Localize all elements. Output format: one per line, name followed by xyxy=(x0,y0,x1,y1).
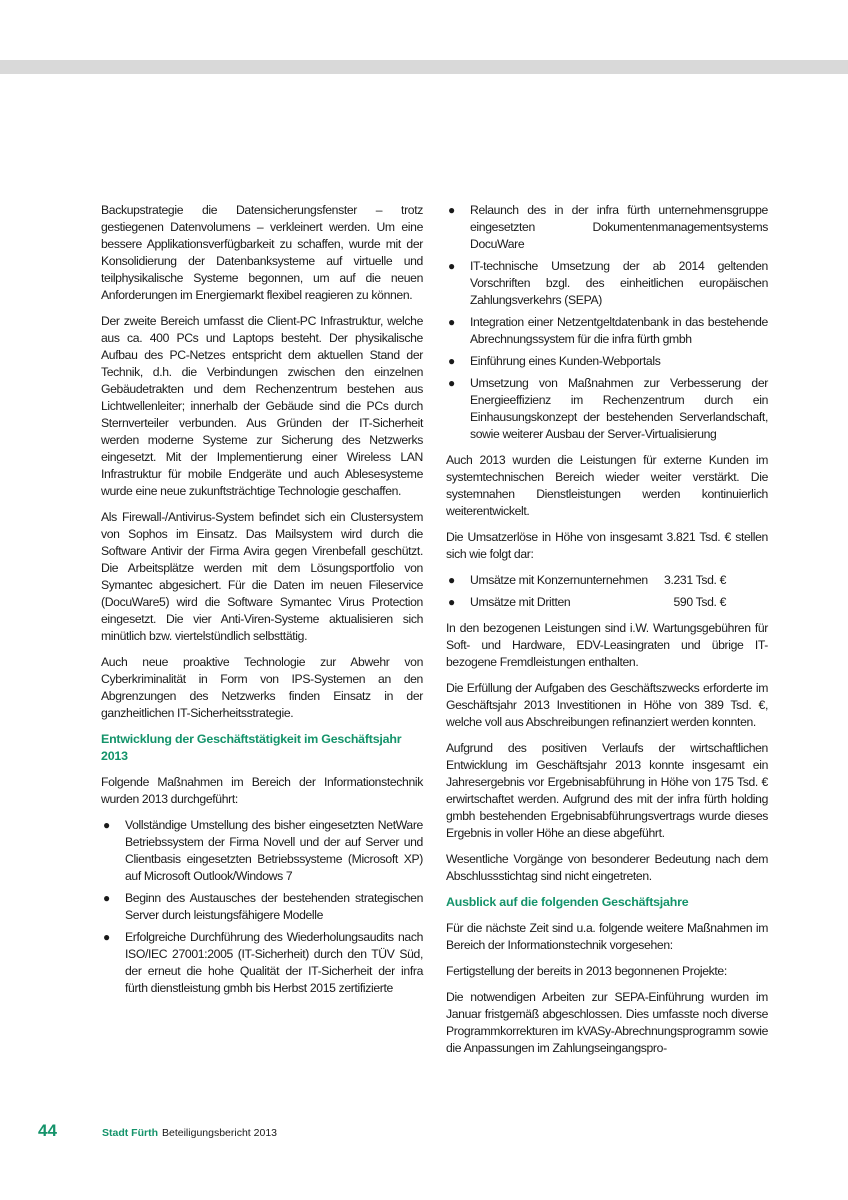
paragraph-purchased-services: In den bezogenen Leistungen sind i.W. Wartungsgebühren für Soft- und Hardware, EDV-Leasingraten und übrige IT-bezogene Fremdleistungen enthalten. xyxy=(446,621,768,669)
footer-report-title: Beteiligungsbericht 2013 xyxy=(162,1127,277,1139)
bullet-icon: ● xyxy=(103,930,110,944)
heading-business-development-2013: Entwicklung der Geschäftstätigkeit im Geschäftsjahr 2013 xyxy=(101,732,402,763)
paragraph-sepa: Die notwendigen Arbeiten zur SEPA-Einführung wurden im Januar fristgemäß abgeschlossen. Dies umfasste noch diverse Programmkorrekturen im kVASy-Abrechnungsprogramm sowie die Anpassungen im Zahlungseingangspro- xyxy=(446,990,768,1055)
paragraph-completion-projects: Fertigstellung der bereits in 2013 begonnenen Projekte: xyxy=(446,964,727,978)
paragraph-investments: Die Erfüllung der Aufgaben des Geschäftszwecks erforderte im Geschäftsjahr 2013 Investitionen in Höhe von 389 Tsd. €, welche voll aus Abschreibungen refinanziert werden konnten. xyxy=(446,681,768,729)
list-item: ● Erfolgreiche Durchführung des Wiederholungsaudits nach ISO/IEC 27001:2005 (IT-Sicherheit) durch den TÜV Süd, der erneut die hohe Qualität der IT-Sicherheit der infra fürth dienstleistung gmbh bis Herbst 2015 zertifizierte xyxy=(103,930,423,995)
revenue-label: Umsätze mit Dritten xyxy=(470,595,571,609)
bullet-icon: ● xyxy=(103,818,110,832)
paragraph-subsequent-events: Wesentliche Vorgänge von besonderer Bedeutung nach dem Abschlussstichtag sind nicht eingetreten. xyxy=(446,852,768,883)
paragraph-client-pc-infrastructure: Der zweite Bereich umfasst die Client-PC Infrastruktur, welche aus ca. 400 PCs und Laptops besteht. Der physikalische Aufbau des PC-Netzes entspricht dem aktuellen Stand der Technik, d.h. die Verbindungen zwischen den einzelnen Gebäudetrakten und dem Rechenzentrum bestehen aus Lichtwellenleiter; innerhalb der Gebäude sind die PCs durch Sternverteiler verbunden. Aus Gründen der IT-Sicherheit werden moderne Systeme zur Sicherung des Netzwerks eingesetzt. Mit der Implementierung einer Wireless LAN Infrastruktur für mobile Endgeräte und auch Ablesesysteme wurde eine neue zukunftsträchtige Technologie geschaffen. xyxy=(101,314,423,498)
bullet-icon: ● xyxy=(448,354,455,368)
list-item: ● Einführung eines Kunden-Webportals xyxy=(448,354,661,368)
paragraph-revenue-intro: Die Umsatzerlöse in Höhe von insgesamt 3.821 Tsd. € stellen sich wie folgt dar: xyxy=(446,530,768,561)
list-item: ● Integration einer Netzentgeltdatenbank in das bestehende Abrechnungssystem für die infra fürth gmbh xyxy=(448,315,768,346)
footer-brand: Stadt Fürth xyxy=(102,1127,158,1139)
bullet-icon: ● xyxy=(448,203,455,217)
paragraph-proactive-technology: Auch neue proaktive Technologie zur Abwehr von Cyberkriminalität in Form von IPS-Systemen an den Abgrenzungen des Netzwerks finden Einsatz in der ganzheitlichen IT-Sicherheitsstrategie. xyxy=(101,655,423,720)
paragraph-external-customers: Auch 2013 wurden die Leistungen für externe Kunden im systemtechnischen Bereich wieder weiter verstärkt. Die systemnahen Dienstleistungen werden kontinuierlich weiterentwickelt. xyxy=(446,453,768,518)
revenue-row xyxy=(446,594,768,611)
bullet-icon: ● xyxy=(448,376,455,390)
list-item: ● Relaunch des in der infra fürth unternehmensgruppe eingesetzten Dokumentenmanagementsystems DocuWare xyxy=(448,203,768,251)
revenue-list xyxy=(446,572,768,611)
bullet-icon: ● xyxy=(448,595,455,609)
paragraph-annual-result: Aufgrund des positiven Verlaufs der wirtschaftlichen Entwicklung im Geschäftsjahr 2013 konnte insgesamt ein Jahresergebnis vor Ergebnisabführung in Höhe von 175 Tsd. € erwirtschaftet werden. Aufgrund des mit der infra fürth holding gmbh bestehenden Ergebnisabführungsvertrags wurde dieses Ergebnis in voller Höhe an diese abgeführt. xyxy=(446,741,768,840)
paragraph-firewall-antivirus: Als Firewall-/Antivirus-System befindet sich ein Clustersystem von Sophos im Einsatz. Das Mailsystem wird durch die Software Antivir der Firma Avira gegen Virenbefall geschützt. Die Arbeitsplätze werden mit dem Lösungsportfolio von Symantec abgesichert. Für die Daten im neuen Fileservice (DocuWare5) wird die Software Symantec Virus Protection eingesetzt. Die vier Anti-Viren-Systeme aktualisieren sich minütlich bzw. viertelstündlich selbsttätig. xyxy=(101,510,423,643)
paragraph-outlook-intro: Für die nächste Zeit sind u.a. folgende weitere Maßnahmen im Bereich der Informationstechnik vorgesehen: xyxy=(446,921,768,952)
top-decorative-bar xyxy=(0,60,848,74)
bullet-icon: ● xyxy=(103,891,110,905)
page-number: 44 xyxy=(38,1121,57,1140)
revenue-value: 3.231 Tsd. € xyxy=(664,573,726,587)
bullet-icon: ● xyxy=(448,259,455,273)
list-item: ● IT-technische Umsetzung der ab 2014 geltenden Vorschriften bzgl. des einheitlichen europäischen Zahlungsverkehrs (SEPA) xyxy=(448,259,768,307)
paragraph-backup-strategy: Backupstrategie die Datensicherungsfenster – trotz gestiegenen Datenvolumens – verkleinert werden. Um eine bessere Applikationsverfügbarkeit zu schaffen, wurde mit der Konsolidierung der Datenbanksysteme auf virtuelle und teilphysikalische Systeme begonnen, um auf die neuen Anforderungen im Energiemarkt flexibel reagieren zu können. xyxy=(101,203,423,302)
measures-list-left xyxy=(101,817,423,997)
list-item: ● Umsetzung von Maßnahmen zur Verbesserung der Energieeffizienz im Rechenzentrum durch ein Einhausungskonzept der bestehenden Serverlandschaft, sowie weiterer Ausbau der Server-Virtualisierung xyxy=(448,376,768,441)
measures-list-right xyxy=(446,202,768,443)
page-footer xyxy=(38,1121,277,1141)
bullet-icon: ● xyxy=(448,315,455,329)
bullet-icon: ● xyxy=(448,573,455,587)
list-item: ● Beginn des Austausches der bestehenden strategischen Server durch leistungsfähigere Modelle xyxy=(103,891,423,922)
revenue-label: Umsätze mit Konzernunternehmen xyxy=(470,573,648,587)
list-item: ● Vollständige Umstellung des bisher eingesetzten NetWare Betriebssystem der Firma Novell und der auf Server und Clientbasis eingesetzten Betriebssysteme (Microsoft XP) auf Microsoft Outlook/Windows 7 xyxy=(103,818,423,883)
revenue-row xyxy=(446,572,768,589)
right-column xyxy=(446,202,768,1066)
left-column xyxy=(101,202,423,1006)
paragraph-measures-intro: Folgende Maßnahmen im Bereich der Informationstechnik wurden 2013 durchgeführt: xyxy=(101,775,423,806)
heading-outlook: Ausblick auf die folgenden Geschäftsjahre xyxy=(446,895,689,909)
revenue-value: 590 Tsd. € xyxy=(673,595,726,609)
